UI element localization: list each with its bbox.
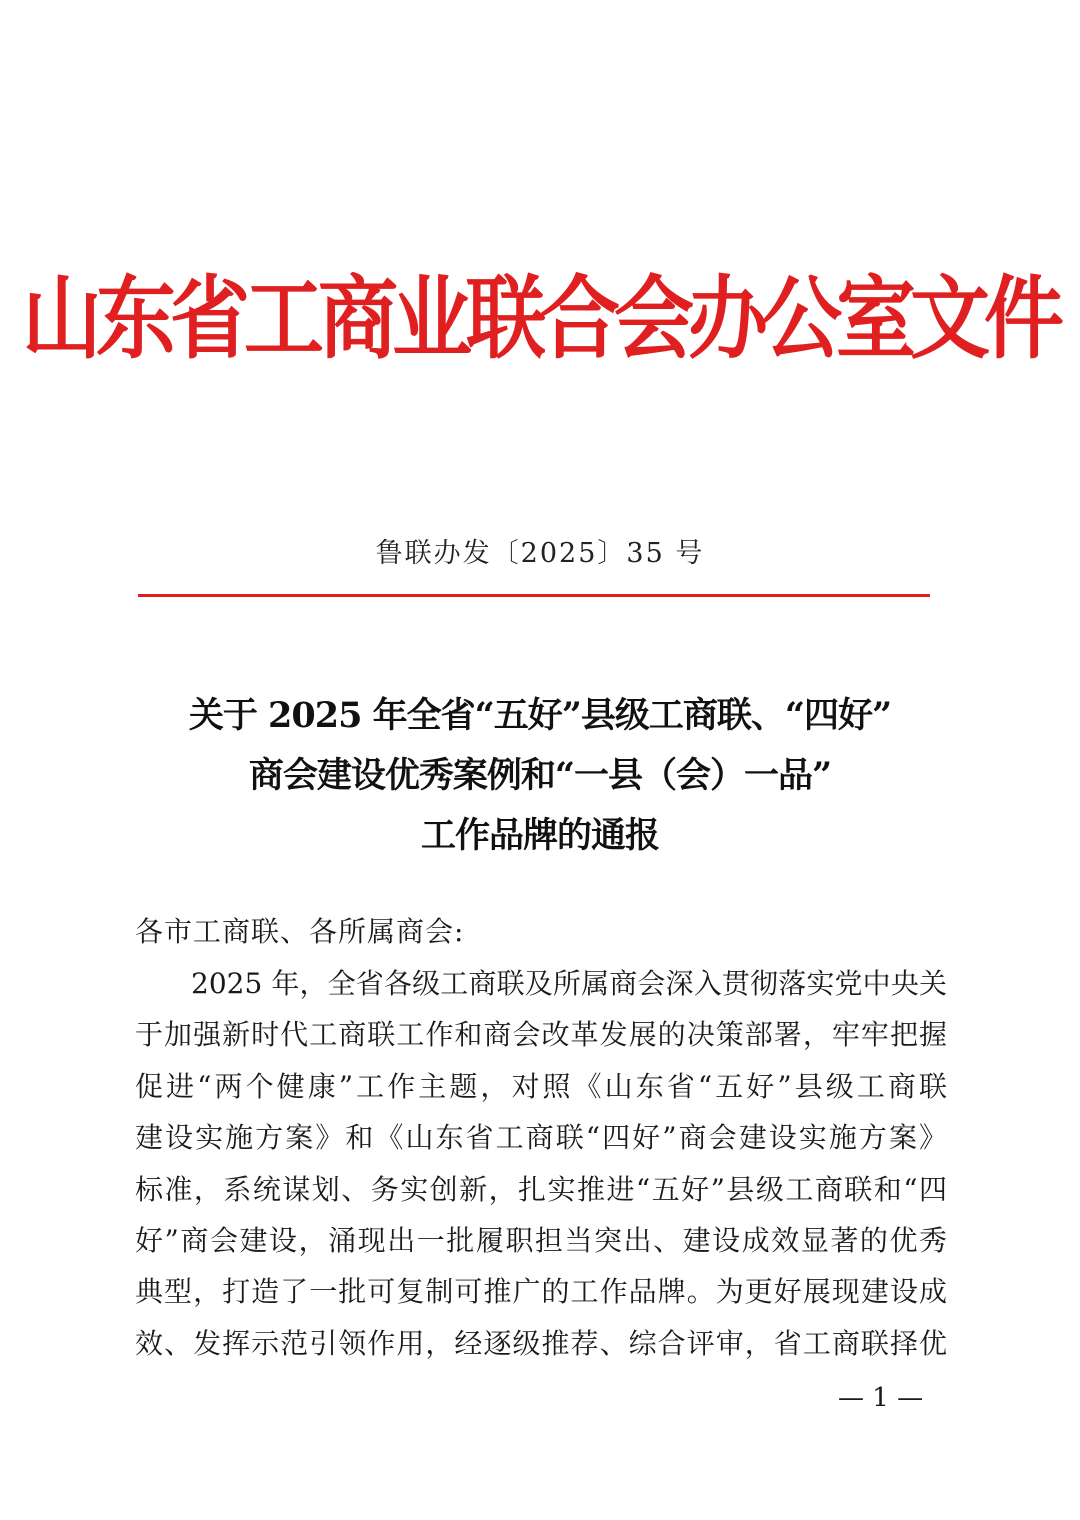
body-line: 于加强新时代工商联工作和商会改革发展的决策部署，牢牢把握 (135, 1018, 947, 1052)
body-line: 促进“两个健康”工作主题，对照《山东省“五好”县级工商联 (135, 1069, 947, 1103)
notice-title-line: 商会建设优秀案例和“一县（会）一品” (248, 755, 832, 796)
document-number: 鲁联办发〔2025〕35 号 (375, 538, 705, 569)
notice-title (0, 686, 1080, 866)
red-divider-line (138, 594, 930, 597)
notice-title-line: 关于 2025 年全省“五好”县级工商联、“四好” (188, 695, 892, 736)
masthead-title: 山东省工商业联合会办公室文件 (22, 266, 1058, 371)
notice-title-line: 工作品牌的通报 (420, 815, 659, 856)
addressee: 各市工商联、各所属商会: (135, 915, 465, 948)
page-number: — 1 — (838, 1383, 924, 1413)
body-line: 建设实施方案》和《山东省工商联“四好”商会建设实施方案》 (135, 1121, 947, 1155)
body-line: 效、发挥示范引领作用，经逐级推荐、综合评审，省工商联择优 (135, 1326, 947, 1360)
body-line: 典型，打造了一批可复制可推广的工作品牌。为更好展现建设成 (135, 1275, 947, 1309)
body-paragraph (135, 958, 947, 1369)
body-line: 2025 年，全省各级工商联及所属商会深入贯彻落实党中央关 (191, 967, 947, 1000)
body-line: 标准，系统谋划、务实创新，扎实推进“五好”县级工商联和“四 (135, 1172, 947, 1206)
body-line: 好”商会建设，涌现出一批履职担当突出、建设成效显著的优秀 (135, 1224, 947, 1258)
